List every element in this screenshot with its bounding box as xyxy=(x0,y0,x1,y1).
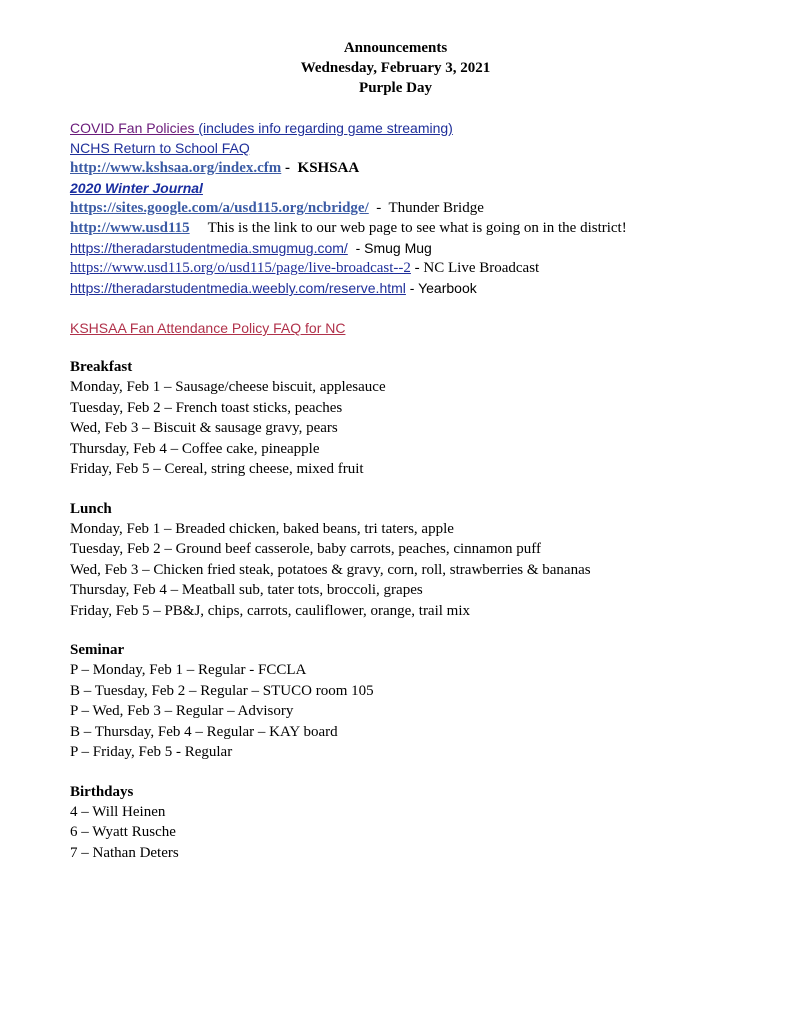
breakfast-item: Tuesday, Feb 2 – French toast sticks, peaches xyxy=(70,399,343,416)
kshsaa-link[interactable]: http://www.kshsaa.org/index.cfm xyxy=(70,160,282,176)
document-header xyxy=(0,38,791,98)
lunch-item: Tuesday, Feb 2 – Ground beef casserole, baby carrots, peaches, cinnamon puff xyxy=(70,541,541,557)
breakfast-item: Wed, Feb 3 – Biscuit & sausage gravy, pears xyxy=(70,420,338,436)
usd115-description: This is the link to our web page to see what is going on in the district! xyxy=(207,220,627,236)
ncbridge-link[interactable]: https://sites.google.com/a/usd115.org/ncbridge/ xyxy=(70,200,369,216)
document-title: Announcements xyxy=(343,40,448,56)
breakfast-item: Friday, Feb 5 – Cereal, string cheese, mixed fruit xyxy=(70,461,364,477)
lunch-item: Thursday, Feb 4 – Meatball sub, tater tots, broccoli, grapes xyxy=(70,582,423,598)
seminar-item: P – Friday, Feb 5 - Regular xyxy=(70,744,233,760)
birthday-item: 4 – Will Heinen xyxy=(70,803,166,820)
ncbridge-label: - Thunder Bridge xyxy=(368,200,484,216)
nchs-return-faq-link[interactable]: NCHS Return to School FAQ xyxy=(70,140,250,156)
seminar-item: P – Monday, Feb 1 – Regular - FCCLA xyxy=(70,662,307,678)
birthday-item: 6 – Wyatt Rusche xyxy=(70,824,176,840)
ncbridge-line xyxy=(70,198,730,218)
kshsaa-line xyxy=(70,158,730,178)
usd115-line xyxy=(70,218,730,238)
birthdays-heading: Birthdays xyxy=(70,783,134,800)
live-broadcast-link[interactable]: https://www.usd115.org/o/usd115/page/live-broadcast--2 xyxy=(70,260,411,276)
smugmug-line xyxy=(70,238,730,258)
kshsaa-faq-line xyxy=(70,318,730,338)
usd115-link[interactable]: http://www.usd115 xyxy=(70,220,190,236)
lunch-item: Monday, Feb 1 – Breaded chicken, baked beans, tri taters, apple xyxy=(70,520,454,537)
broadcast-line xyxy=(70,258,730,278)
seminar-section xyxy=(70,640,730,763)
winter-journal-link[interactable]: 2020 Winter Journal xyxy=(70,180,203,196)
birthdays-section xyxy=(70,782,730,864)
nchs-faq-line xyxy=(70,138,730,158)
covid-fan-policies-link[interactable]: COVID Fan Policies xyxy=(70,120,195,136)
smugmug-link[interactable]: https://theradarstudentmedia.smugmug.com/ xyxy=(70,240,348,256)
kshsaa-label: - KSHSAA xyxy=(281,160,360,176)
covid-link-line xyxy=(70,118,730,138)
kshsaa-fan-attendance-faq-link[interactable]: KSHSAA Fan Attendance Policy FAQ for NC xyxy=(70,320,346,336)
theme-day: Purple Day xyxy=(359,80,432,96)
breakfast-section xyxy=(70,357,730,480)
document-date: Wednesday, February 3, 2021 xyxy=(300,60,491,76)
announcements-document xyxy=(70,38,730,863)
yearbook-line xyxy=(70,278,730,298)
links-list xyxy=(70,118,730,338)
winter-journal-line xyxy=(70,178,730,198)
lunch-heading: Lunch xyxy=(70,500,112,517)
birthday-item: 7 – Nathan Deters xyxy=(70,844,179,861)
covid-streaming-link[interactable]: (includes info regarding game streaming) xyxy=(194,120,453,136)
breakfast-item: Monday, Feb 1 – Sausage/cheese biscuit, applesauce xyxy=(70,379,386,395)
smugmug-label: - Smug Mug xyxy=(347,240,432,256)
seminar-item: P – Wed, Feb 3 – Regular – Advisory xyxy=(70,703,294,719)
seminar-item: B – Thursday, Feb 4 – Regular – KAY board xyxy=(70,723,338,740)
lunch-section xyxy=(70,499,730,622)
lunch-item: Wed, Feb 3 – Chicken fried steak, potatoes & gravy, corn, roll, strawberries & bananas xyxy=(70,561,591,578)
yearbook-label: - Yearbook xyxy=(405,280,477,296)
broadcast-label: - NC Live Broadcast xyxy=(410,260,540,276)
breakfast-item: Thursday, Feb 4 – Coffee cake, pineapple xyxy=(70,440,320,457)
seminar-item: B – Tuesday, Feb 2 – Regular – STUCO room 105 xyxy=(70,682,374,699)
breakfast-heading: Breakfast xyxy=(70,359,133,375)
lunch-item: Friday, Feb 5 – PB&J, chips, carrots, cauliflower, orange, trail mix xyxy=(70,602,471,619)
yearbook-link[interactable]: https://theradarstudentmedia.weebly.com/reserve.html xyxy=(70,280,406,296)
seminar-heading: Seminar xyxy=(70,642,125,658)
